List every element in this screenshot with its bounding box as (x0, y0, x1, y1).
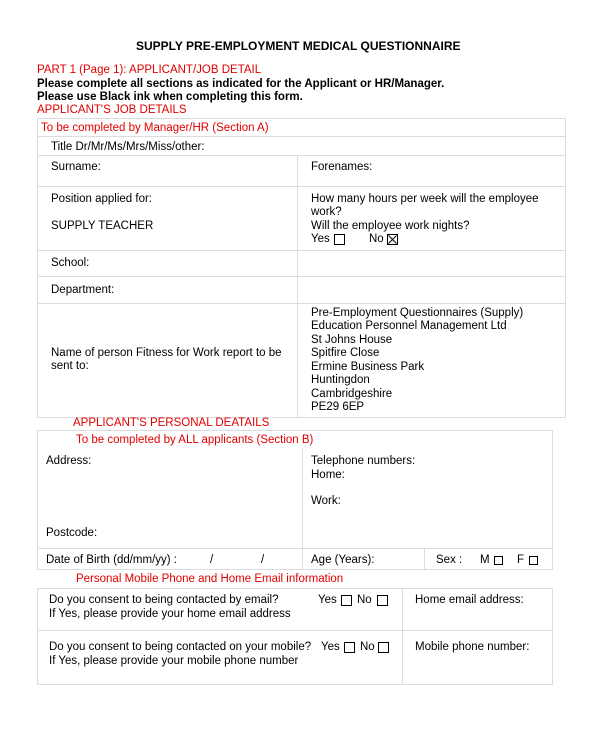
age-label: Age (Years): (311, 554, 375, 566)
nights-question: Will the employee work nights? (311, 220, 470, 232)
address-line: Cambridgeshire (311, 388, 393, 400)
document-title: SUPPLY PRE-EMPLOYMENT MEDICAL QUESTIONNAIRE (136, 39, 461, 53)
nights-no-label: No (369, 233, 384, 245)
address-line: Pre-Employment Questionnaires (Supply) (311, 307, 524, 319)
cross-check-icon (388, 235, 397, 244)
school-label: School: (51, 257, 90, 269)
address-line: Ermine Business Park (311, 361, 425, 373)
mobile-followup: If Yes, please provide your mobile phone number (49, 655, 299, 667)
sex-male-label: M (480, 554, 490, 566)
email-yes-checkbox[interactable] (341, 595, 352, 606)
section-a-subheading: To be completed by Manager/HR (Section A) (41, 122, 269, 134)
hours-question: How many hours per week will the employee (311, 193, 539, 205)
section-b-table (37, 430, 553, 570)
contact-heading: Personal Mobile Phone and Home Email information (76, 573, 344, 585)
position-label: Position applied for: (51, 193, 153, 205)
postcode-label: Postcode: (46, 527, 98, 539)
email-no-checkbox[interactable] (377, 595, 388, 606)
address-line: PE29 6EP (311, 401, 365, 413)
sex-label: Sex : (436, 554, 463, 566)
dob-separator: / (210, 554, 214, 566)
mobile-consent-question: Do you consent to being contacted on your mobile? (49, 641, 312, 653)
instruction-complete-sections: Please complete all sections as indicated for the Applicant or HR/Manager. (37, 78, 445, 90)
address-line: St Johns House (311, 334, 393, 346)
instruction-black-ink: Please use Black ink when completing this form. (37, 91, 303, 103)
sex-female-label: F (517, 554, 525, 566)
email-consent-question: Do you consent to being contacted by email? (49, 594, 279, 606)
telephone-label: Telephone numbers: (311, 455, 416, 467)
section-b-heading: APPLICANT'S PERSONAL DEATAILS (73, 417, 270, 429)
mobile-no-label: No (360, 641, 375, 653)
work-phone-label: Work: (311, 495, 341, 507)
report-recipient-label-cont: sent to: (51, 360, 89, 372)
sex-female-checkbox[interactable] (529, 556, 538, 565)
nights-yes-checkbox[interactable] (334, 234, 345, 245)
home-email-label: Home email address: (415, 594, 524, 606)
nights-no-checkbox-checked[interactable] (387, 234, 398, 245)
report-recipient-label: Name of person Fitness for Work report to be (51, 347, 282, 359)
surname-label: Surname: (51, 161, 101, 173)
section-b-subheading: To be completed by ALL applicants (Section B) (76, 434, 314, 446)
position-value: SUPPLY TEACHER (51, 220, 154, 232)
email-yes-label: Yes (318, 594, 337, 606)
part1-heading: PART 1 (Page 1): APPLICANT/JOB DETAIL (37, 64, 262, 76)
address-label: Address: (46, 455, 92, 467)
department-label: Department: (51, 284, 115, 296)
forenames-label: Forenames: (311, 161, 373, 173)
mobile-no-checkbox[interactable] (378, 642, 389, 653)
address-line: Spitfire Close (311, 347, 380, 359)
nights-yes-label: Yes (311, 233, 330, 245)
mobile-yes-label: Yes (321, 641, 340, 653)
home-phone-label: Home: (311, 469, 345, 481)
address-line: Education Personnel Management Ltd (311, 320, 507, 332)
dob-label: Date of Birth (dd/mm/yy) : (46, 554, 178, 566)
hours-question-cont: work? (311, 206, 342, 218)
dob-separator: / (261, 554, 265, 566)
email-followup: If Yes, please provide your home email address (49, 608, 291, 620)
mobile-yes-checkbox[interactable] (344, 642, 355, 653)
section-a-table (37, 118, 566, 418)
email-no-label: No (357, 594, 372, 606)
sex-male-checkbox[interactable] (494, 556, 503, 565)
address-line: Huntingdon (311, 374, 370, 386)
mobile-number-label: Mobile phone number: (415, 641, 530, 653)
title-label: Title Dr/Mr/Ms/Mrs/Miss/other: (51, 141, 205, 153)
section-a-heading: APPLICANT'S JOB DETAILS (37, 104, 187, 116)
